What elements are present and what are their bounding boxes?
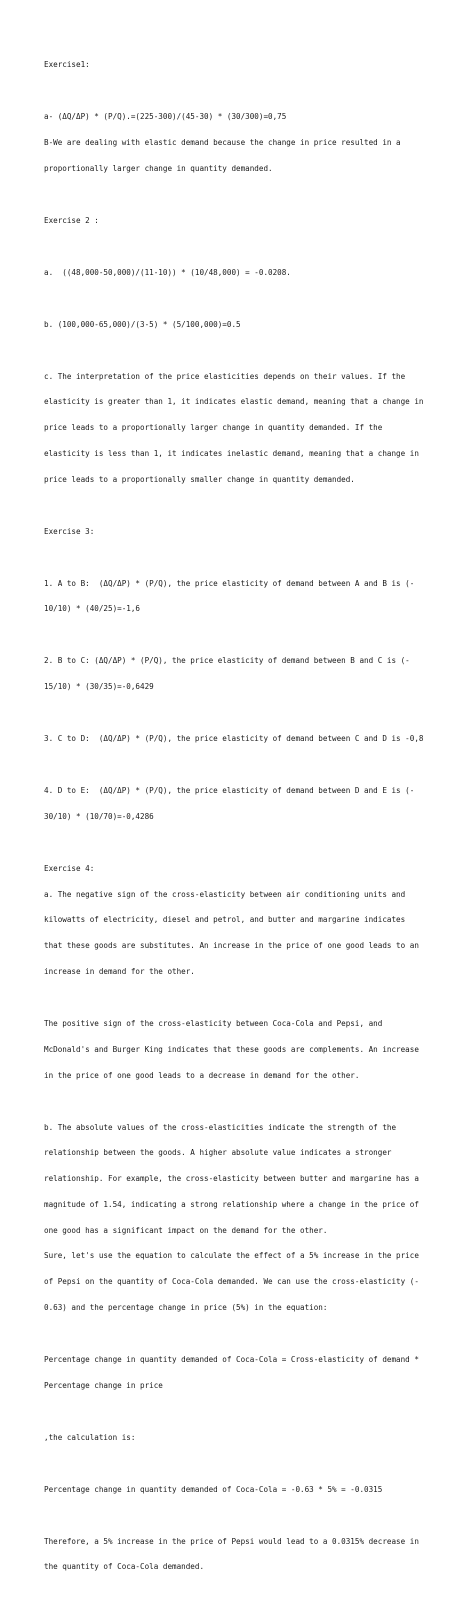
text-line: 1. A to B: (ΔQ/ΔP) * (P/Q), the price elasticity of demand between A and B is (-	[44, 578, 415, 588]
text-line: magnitude of 1.54, indicating a strong relationship where a change in the price of	[44, 1199, 419, 1209]
text-line: relationship. For example, the cross-elasticity between butter and margarine has a	[44, 1174, 419, 1184]
text-line: c. The interpretation of the price elasticities depends on their values. If the	[44, 371, 406, 381]
text-line: relationship between the goods. A higher absolute value indicates a stronger	[44, 1148, 392, 1158]
text-line: the quantity of Coca-Cola demanded.	[44, 1562, 205, 1572]
text-line: proportionally larger change in quantity demanded.	[44, 163, 273, 173]
exercise4-part-a	[44, 848, 444, 994]
text-line: B-We are dealing with elastic demand because the change in price resulted in a	[44, 137, 401, 147]
text-line: that these goods are substitutes. An increase in the price of one good leads to an	[44, 941, 419, 951]
text-line: elasticity is less than 1, it indicates inelastic demand, meaning that a change in	[44, 448, 419, 458]
text-line: b. (100,000-65,000)/(3-5) * (5/100,000)=0.5	[44, 319, 241, 329]
text-line: Percentage change in price	[44, 1380, 163, 1390]
exercise2-heading	[44, 200, 444, 243]
exercise2-part-c	[44, 355, 444, 501]
text-line: Exercise 3:	[44, 526, 95, 536]
text-line: increase in demand for the other.	[44, 967, 195, 976]
exercise3-item-2	[44, 640, 444, 709]
text-line: Percentage change in quantity demanded of Coca-Cola = Cross-elasticity of demand *	[44, 1354, 419, 1364]
text-line: 0.63) and the percentage change in price (5%) in the equation:	[44, 1302, 328, 1312]
equation-statement	[44, 1339, 444, 1408]
text-line: 2. B to C: (ΔQ/ΔP) * (P/Q), the price elasticity of demand between B and C is (-	[44, 656, 410, 666]
text-line: ,the calculation is:	[44, 1432, 136, 1442]
conclusion	[44, 1520, 444, 1589]
document-page	[44, 44, 444, 1598]
text-line: The positive sign of the cross-elasticity between Coca-Cola and Pepsi, and	[44, 1018, 383, 1028]
text-line: Sure, let's use the equation to calculate the effect of a 5% increase in the price	[44, 1251, 419, 1261]
text-line: b. The absolute values of the cross-elasticities indicate the strength of the	[44, 1122, 397, 1132]
text-line: Exercise 4:	[44, 863, 95, 873]
text-line: 4. D to E: (ΔQ/ΔP) * (P/Q), the price elasticity of demand between D and E is (-	[44, 786, 415, 796]
text-line: Exercise 2 :	[44, 215, 99, 225]
text-line: one good has a significant impact on the demand for the other.	[44, 1225, 328, 1235]
text-line: kilowatts of electricity, diesel and petrol, and butter and margarine indicates	[44, 915, 406, 925]
exercise3-item-4	[44, 770, 444, 839]
calculation-intro	[44, 1417, 444, 1460]
exercise4-complements	[44, 1003, 444, 1098]
exercise1-answer	[44, 96, 444, 191]
text-line: a- (ΔQ/ΔP) * (P/Q).=(225-300)/(45-30) * (30/300)=0,75	[44, 112, 287, 122]
text-line: Exercise1:	[44, 60, 90, 70]
text-line: 15/10) * (30/35)=-0,6429	[44, 682, 154, 692]
text-line: a. The negative sign of the cross-elasticity between air conditioning units and	[44, 889, 406, 899]
text-line: 30/10) * (10/70)=-0,4286	[44, 811, 154, 821]
exercise2-part-a	[44, 251, 444, 294]
exercise3-item-1	[44, 562, 444, 631]
text-line: Therefore, a 5% increase in the price of Pepsi would lead to a 0.0315% decrease in	[44, 1536, 419, 1546]
text-line: a. ((48,000-50,000)/(11-10)) * (10/48,000) = -0.0208.	[44, 267, 291, 277]
exercise3-heading	[44, 511, 444, 554]
exercise2-part-b	[44, 303, 444, 346]
exercise3-item-3	[44, 718, 444, 761]
text-line: in the price of one good leads to a decrease in demand for the other.	[44, 1070, 360, 1080]
text-line: 10/10) * (40/25)=-1,6	[44, 604, 141, 614]
calculation-result	[44, 1468, 444, 1511]
text-line: price leads to a proportionally larger change in quantity demanded. If the	[44, 423, 383, 433]
exercise4-part-b	[44, 1106, 444, 1329]
text-line: of Pepsi on the quantity of Coca-Cola demanded. We can use the cross-elasticity (-	[44, 1277, 419, 1287]
text-line: price leads to a proportionally smaller change in quantity demanded.	[44, 474, 355, 484]
text-line: elasticity is greater than 1, it indicates elastic demand, meaning that a change in	[44, 397, 424, 407]
text-line: Percentage change in quantity demanded of Coca-Cola = -0.63 * 5% = -0.0315	[44, 1484, 383, 1494]
text-line: 3. C to D: (ΔQ/ΔP) * (P/Q), the price elasticity of demand between C and D is -0,8	[44, 734, 424, 744]
exercise1-heading	[44, 44, 444, 87]
text-line: McDonald's and Burger King indicates that these goods are complements. An increase	[44, 1044, 419, 1054]
